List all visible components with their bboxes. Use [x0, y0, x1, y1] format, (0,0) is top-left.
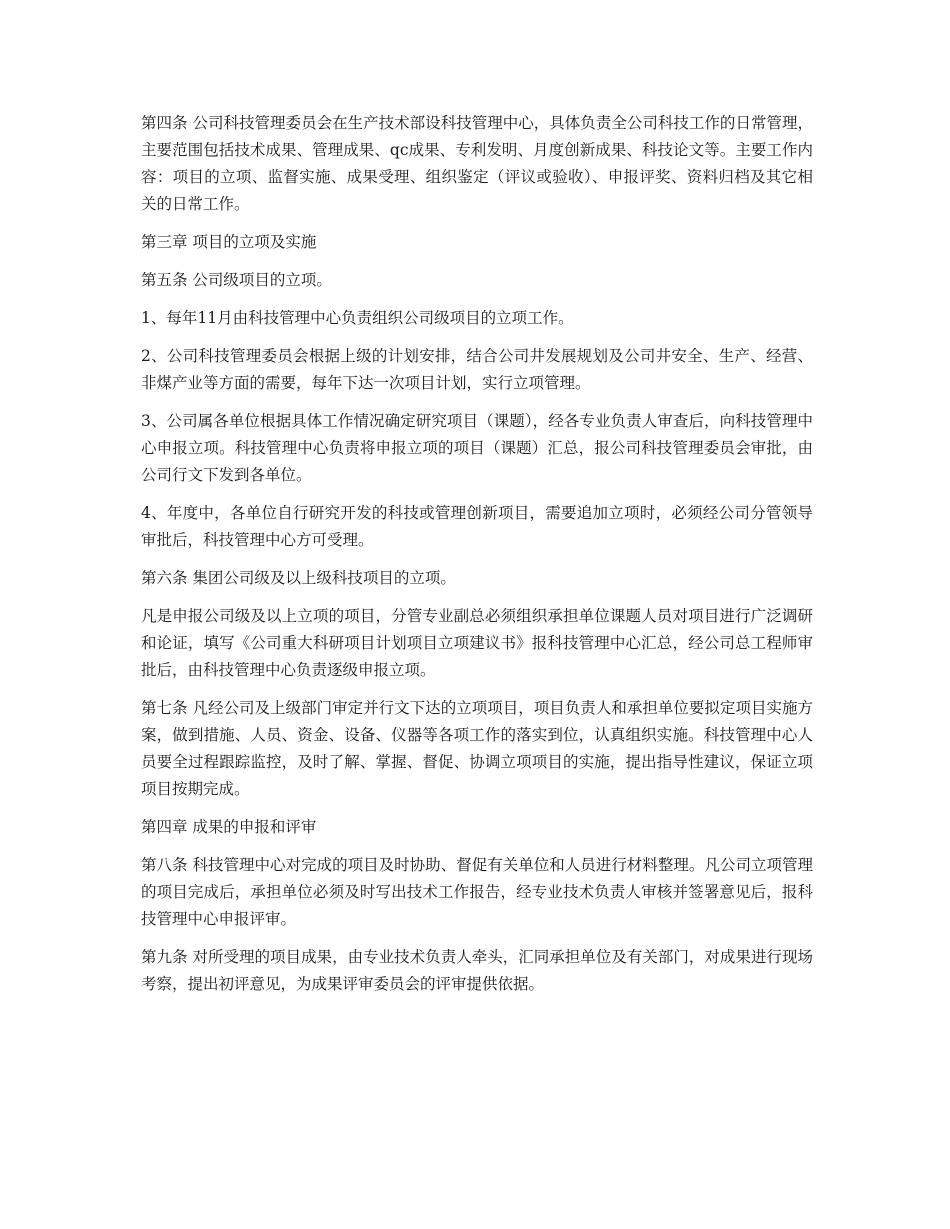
paragraph-article-9: 第九条 对所受理的项目成果，由专业技术负责人牵头，汇同承担单位及有关部门，对成果进行现场考察，提出初评意见，为成果评审委员会的评审提供依据。	[141, 948, 813, 993]
list-item-3: 3、公司属各单位根据具体工作情况确定研究项目（课题），经各专业负责人审查后，向科技管理中心申报立项。科技管理中心负责将申报立项的项目（课题）汇总，报公司科技管理委员会审批，由公司行文下发到各单位。	[141, 412, 813, 484]
document-page	[141, 110, 813, 1009]
chapter-3-heading: 第三章 项目的立项及实施	[141, 233, 317, 251]
paragraph-article-4: 第四条 公司科技管理委员会在生产技术部设科技管理中心，具体负责全公司科技工作的日常管理，主要范围包括技术成果、管理成果、qc成果、专利发明、月度创新成果、科技论文等。主要工作内容：项目的立项、监督实施、成果受理、组织鉴定（评议或验收）、申报评奖、资料归档及其它相关的日常工作。	[141, 114, 813, 213]
list-item-1: 1、每年11月由科技管理中心负责组织公司级项目的立项工作。	[141, 309, 574, 327]
chapter-4-heading: 第四章 成果的申报和评审	[141, 818, 317, 836]
list-item-4: 4、年度中，各单位自行研究开发的科技或管理创新项目，需要追加立项时，必须经公司分管领导审批后，科技管理中心方可受理。	[141, 504, 813, 549]
paragraph-article-5: 第五条 公司级项目的立项。	[141, 271, 332, 289]
paragraph-article-7: 第七条 凡经公司及上级部门审定并行文下达的立项项目，项目负责人和承担单位要拟定项目实施方案，做到措施、人员、资金、设备、仪器等各项工作的落实到位，认真组织实施。科技管理中心人员要全过程跟踪监控，及时了解、掌握、督促、协调立项项目的实施，提出指导性建议，保证立项项目按期完成。	[141, 699, 813, 798]
paragraph-article-8: 第八条 科技管理中心对完成的项目及时协助、督促有关单位和人员进行材料整理。凡公司立项管理的项目完成后，承担单位必须及时写出技术工作报告，经专业技术负责人审核并签署意见后，报科技管理中心申报评审。	[141, 856, 813, 928]
paragraph-article-6-body: 凡是申报公司级及以上立项的项目，分管专业副总必须组织承担单位课题人员对项目进行广泛调研和论证，填写《公司重大科研项目计划项目立项建议书》报科技管理中心汇总，经公司总工程师审批后，由科技管理中心负责逐级申报立项。	[141, 607, 813, 679]
list-item-2: 2、公司科技管理委员会根据上级的计划安排，结合公司井发展规划及公司井安全、生产、经营、非煤产业等方面的需要，每年下达一次项目计划，实行立项管理。	[141, 347, 813, 392]
paragraph-article-6: 第六条 集团公司级及以上级科技项目的立项。	[141, 569, 456, 587]
